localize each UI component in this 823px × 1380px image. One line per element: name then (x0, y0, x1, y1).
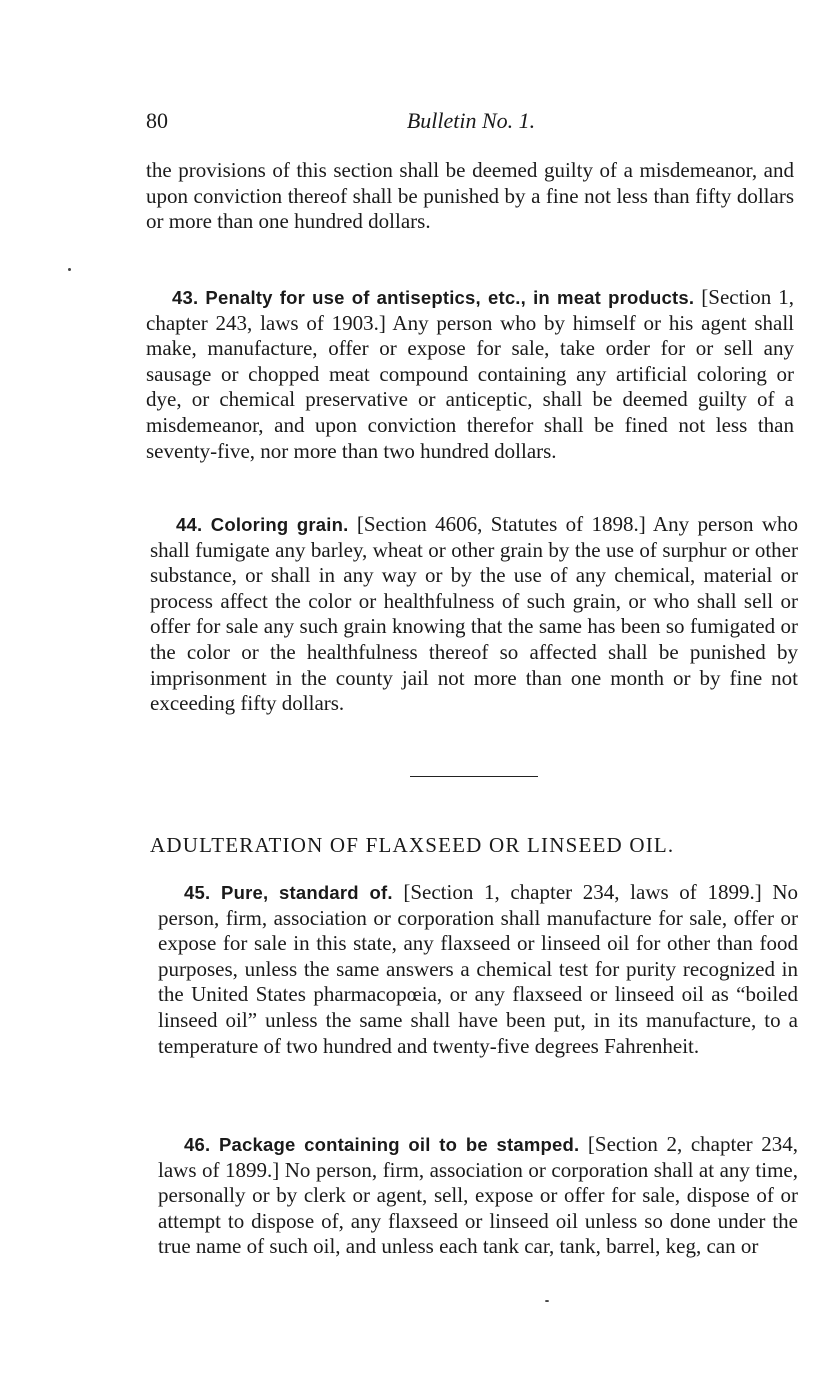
section-45-body: [Section 1, chapter 234, laws of 1899.] No person, firm, association or corporation shall manufacture for sale, offer or expose for sale in this state, any flaxseed or linseed oil for other than food purposes, unless the same answers a chemical test for purity recognized in the United States pharmacopœia, or any flaxseed or linseed oil as “boiled linseed oil” unless the same shall have been put, in its manufacture, to a temperature of two hundred and twenty-five degrees Fahrenheit. (158, 880, 798, 1058)
section-43-body: [Section 1, chapter 243, laws of 1903.] Any person who by himself or his agent shall make, manufacture, offer or expose for sale, take order for or sell any sausage or chopped meat compound containing any artificial coloring or dye, or chemical preservative or anticeptic, shall be deemed guilty of a misdemeanor, and upon conviction therefor shall be fined not less than seventy-five, nor more than two hundred dollars. (146, 285, 795, 463)
page-header (146, 108, 796, 138)
section-46-heading: 46. Package containing oil to be stamped. (184, 1134, 580, 1155)
running-title: Bulletin No. 1. (406, 108, 536, 133)
section-43-heading: 43. Penalty for use of antiseptics, etc., in meat products. (172, 287, 695, 308)
section-46-body: [Section 2, chapter 234, laws of 1899.] No person, firm, association or corporation shall at any time, personally or by clerk or agent, sell, expose or offer for sale, dispose of or attempt to dispose of, any flaxseed or linseed oil unless so done under the true name of such oil, and unless each tank car, tank, barrel, keg, can or (158, 1132, 798, 1259)
section-divider (410, 776, 538, 777)
section-44-heading: 44. Coloring grain. (176, 514, 349, 535)
section-44-body: [Section 4606, Statutes of 1898.] Any person who shall fumigate any barley, wheat or other grain by the use of surphur or other substance, or shall in any way or by the use of any chemical, material or process affect the color or healthfulness of such grain, or who shall sell or offer for sale any such grain knowing that the same has been so fumigated or the color or the healthfulness thereof so affected shall be punished by imprisonment in the county jail not more than one month or by fine not exceeding fifty dollars. (150, 512, 799, 716)
section-45 (158, 880, 798, 1059)
part-title: ADULTERATION OF FLAXSEED OR LINSEED OIL. (150, 833, 675, 857)
section-43 (146, 285, 794, 464)
print-speck (68, 268, 71, 271)
page-number: 80 (146, 108, 168, 133)
paragraph-continued: the provisions of this section shall be deemed guilty of a misdemeanor, and upon conviction thereof shall be punished by a fine not less than fifty dollars or more than one hundred dollars. (146, 158, 794, 234)
section-44 (150, 512, 798, 717)
section-46 (158, 1132, 798, 1260)
section-45-heading: 45. Pure, standard of. (184, 882, 393, 903)
print-speck (545, 1300, 549, 1302)
